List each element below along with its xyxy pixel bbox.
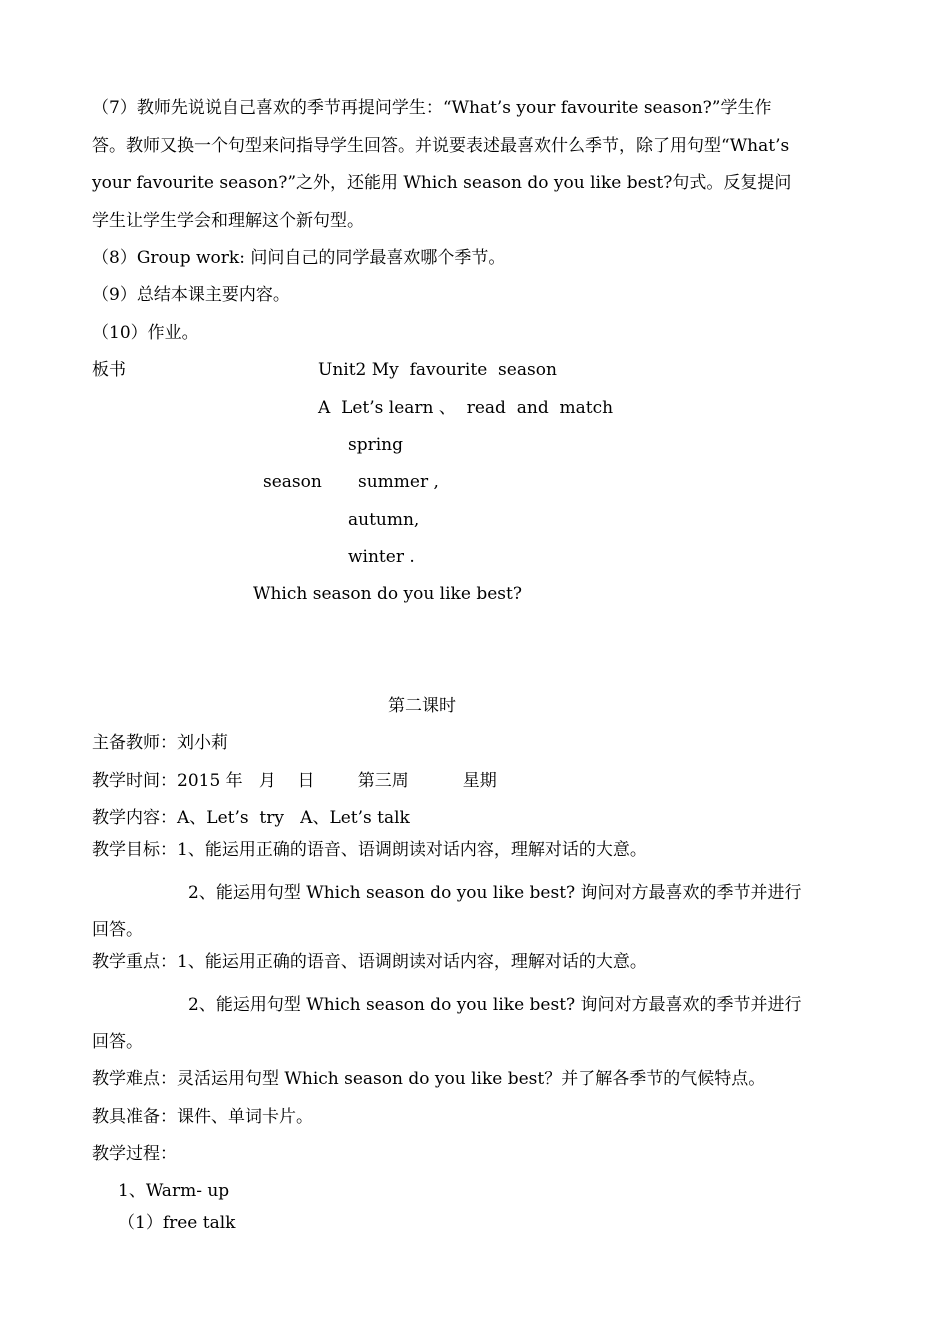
- board-label: 板书: [92, 360, 126, 380]
- lesson2-key-1: 教学重点：1、能运用正确的语音、语调朗读对话内容，理解对话的大意。: [92, 952, 647, 972]
- lesson2-time: 教学时间：2015 年 月 日 第三周 星期: [92, 771, 497, 791]
- paragraph-8: （8）Group work: 问问自己的同学最喜欢哪个季节。: [92, 248, 506, 268]
- lesson2-goal-1: 教学目标：1、能运用正确的语音、语调朗读对话内容，理解对话的大意。: [92, 840, 647, 860]
- lesson2-goal-2-line-2: 回答。: [92, 920, 143, 940]
- paragraph-9: （9）总结本课主要内容。: [92, 285, 290, 305]
- lesson2-content: 教学内容：A、Let’s try A、Let’s talk: [92, 808, 410, 828]
- board-word-summer: summer ,: [358, 472, 439, 492]
- board-title: Unit2 My favourite season: [318, 360, 557, 380]
- lesson2-heading: 第二课时: [388, 696, 456, 716]
- lesson2-step-1a: （1）free talk: [118, 1213, 236, 1233]
- paragraph-7-line-1: （7）教师先说说自己喜欢的季节再提问学生：“What’s your favourite season?”学生作: [92, 98, 772, 118]
- board-word-season: season: [263, 472, 322, 492]
- lesson2-tools: 教具准备：课件、单词卡片。: [92, 1107, 313, 1127]
- paragraph-7-line-3: your favourite season?”之外，还能用 Which season do you like best?句式。反复提问: [92, 173, 792, 193]
- lesson2-process: 教学过程：: [92, 1144, 177, 1164]
- paragraph-7-line-4: 学生让学生学会和理解这个新句型。: [92, 211, 364, 231]
- board-question: Which season do you like best?: [253, 584, 522, 604]
- lesson2-teacher: 主备教师：刘小莉: [92, 733, 228, 753]
- paragraph-7-line-2: 答。教师又换一个句型来问指导学生回答。并说要表述最喜欢什么季节，除了用句型“What’s: [92, 136, 790, 156]
- lesson2-key-2-line-2: 回答。: [92, 1032, 143, 1052]
- lesson2-step-1: 1、Warm- up: [118, 1181, 230, 1201]
- paragraph-10: （10）作业。: [92, 323, 199, 343]
- board-word-spring: spring: [348, 435, 404, 455]
- lesson2-key-2-line-1: 2、能运用句型 Which season do you like best? 询问对方最喜欢的季节并进行: [188, 995, 802, 1015]
- board-word-autumn: autumn,: [348, 510, 420, 530]
- board-word-winter: winter .: [348, 547, 415, 567]
- board-subtitle: A Let’s learn 、 read and match: [318, 398, 614, 418]
- lesson2-difficulty: 教学难点：灵活运用句型 Which season do you like best？并了解各季节的气候特点。: [92, 1069, 766, 1089]
- lesson2-goal-2-line-1: 2、能运用句型 Which season do you like best? 询问对方最喜欢的季节并进行: [188, 883, 802, 903]
